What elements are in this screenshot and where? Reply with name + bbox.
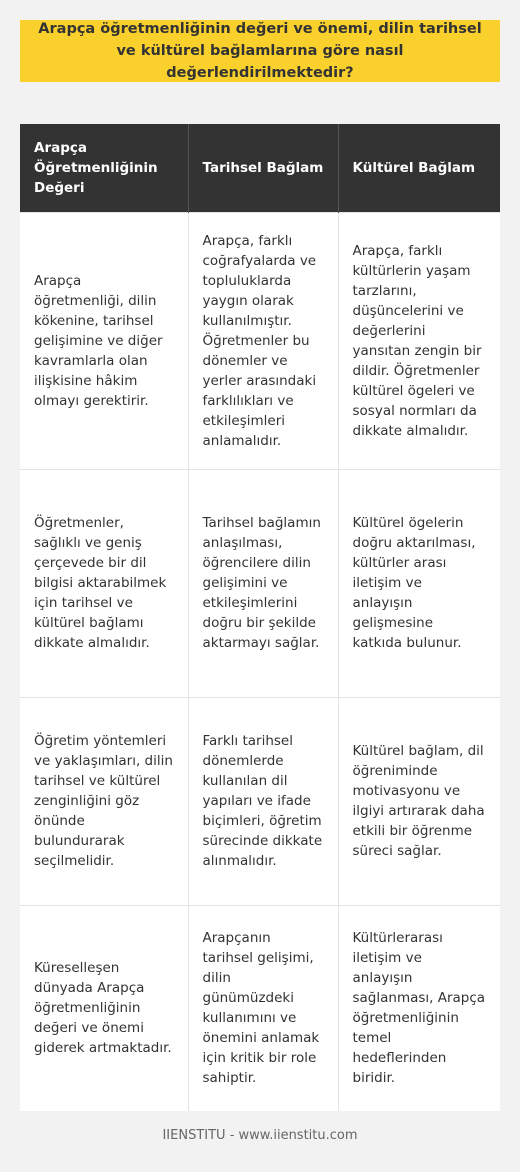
table-cell: Öğretmenler, sağlıklı ve geniş çerçevede bir dil bilgisi aktarabilmek için tarihsel ve kültürel bağlamı dikkate almalıdır. <box>20 469 188 697</box>
page-title: Arapça öğretmenliğinin değeri ve önemi, dilin tarihsel ve kültürel bağlamlarına göre nasıl değerlendirilmektedir? <box>38 21 482 81</box>
table-cell: Arapçanın tarihsel gelişimi, dilin günümüzdeki kullanımını ve önemini anlamak için kritik bir role sahiptir. <box>188 905 338 1111</box>
title-banner <box>20 20 500 82</box>
table-header-row <box>20 124 500 212</box>
column-header-cultural: Kültürel Bağlam <box>338 124 500 212</box>
table-row <box>20 697 500 905</box>
table-row <box>20 212 500 469</box>
table-cell: Tarihsel bağlamın anlaşılması, öğrencilere dilin gelişimini ve etkileşimlerini doğru bir şekilde aktarmayı sağlar. <box>188 469 338 697</box>
table-cell: Kültürel ögelerin doğru aktarılması, kültürler arası iletişim ve anlayışın gelişmesine katkıda bulunur. <box>338 469 500 697</box>
table-cell: Arapça, farklı coğrafyalarda ve topluluklarda yaygın olarak kullanılmıştır. Öğretmenler bu dönemler ve yerler arasındaki farklılıkları ve etkileşimleri anlamalıdır. <box>188 212 338 469</box>
comparison-table <box>20 124 500 1111</box>
table-cell: Kültürlerarası iletişim ve anlayışın sağlanması, Arapça öğretmenliğinin temel hedeflerinden biridir. <box>338 905 500 1111</box>
footer-credit: IIENSTITU - www.iienstitu.com <box>162 1128 358 1143</box>
table-row <box>20 469 500 697</box>
table-cell: Öğretim yöntemleri ve yaklaşımları, dilin tarihsel ve kültürel zenginliğini göz önünde bulundurarak seçilmelidir. <box>20 697 188 905</box>
table-cell: Kültürel bağlam, dil öğreniminde motivasyonu ve ilgiyi artırarak daha etkili bir öğrenme süreci sağlar. <box>338 697 500 905</box>
table-cell: Arapça, farklı kültürlerin yaşam tarzlarını, düşüncelerini ve değerlerini yansıtan zengin bir dildir. Öğretmenler kültürel ögeleri ve sosyal normları da dikkate almalıdır. <box>338 212 500 469</box>
column-header-historical: Tarihsel Bağlam <box>188 124 338 212</box>
table-cell: Arapça öğretmenliği, dilin kökenine, tarihsel gelişimine ve diğer kavramlarla olan ilişkisine hâkim olmayı gerektirir. <box>20 212 188 469</box>
column-header-value: Arapça Öğretmenliğinin Değeri <box>20 124 188 212</box>
table-row <box>20 905 500 1111</box>
table-cell: Küreselleşen dünyada Arapça öğretmenliğinin değeri ve önemi giderek artmaktadır. <box>20 905 188 1111</box>
table-cell: Farklı tarihsel dönemlerde kullanılan dil yapıları ve ifade biçimleri, öğretim sürecinde dikkate alınmalıdır. <box>188 697 338 905</box>
